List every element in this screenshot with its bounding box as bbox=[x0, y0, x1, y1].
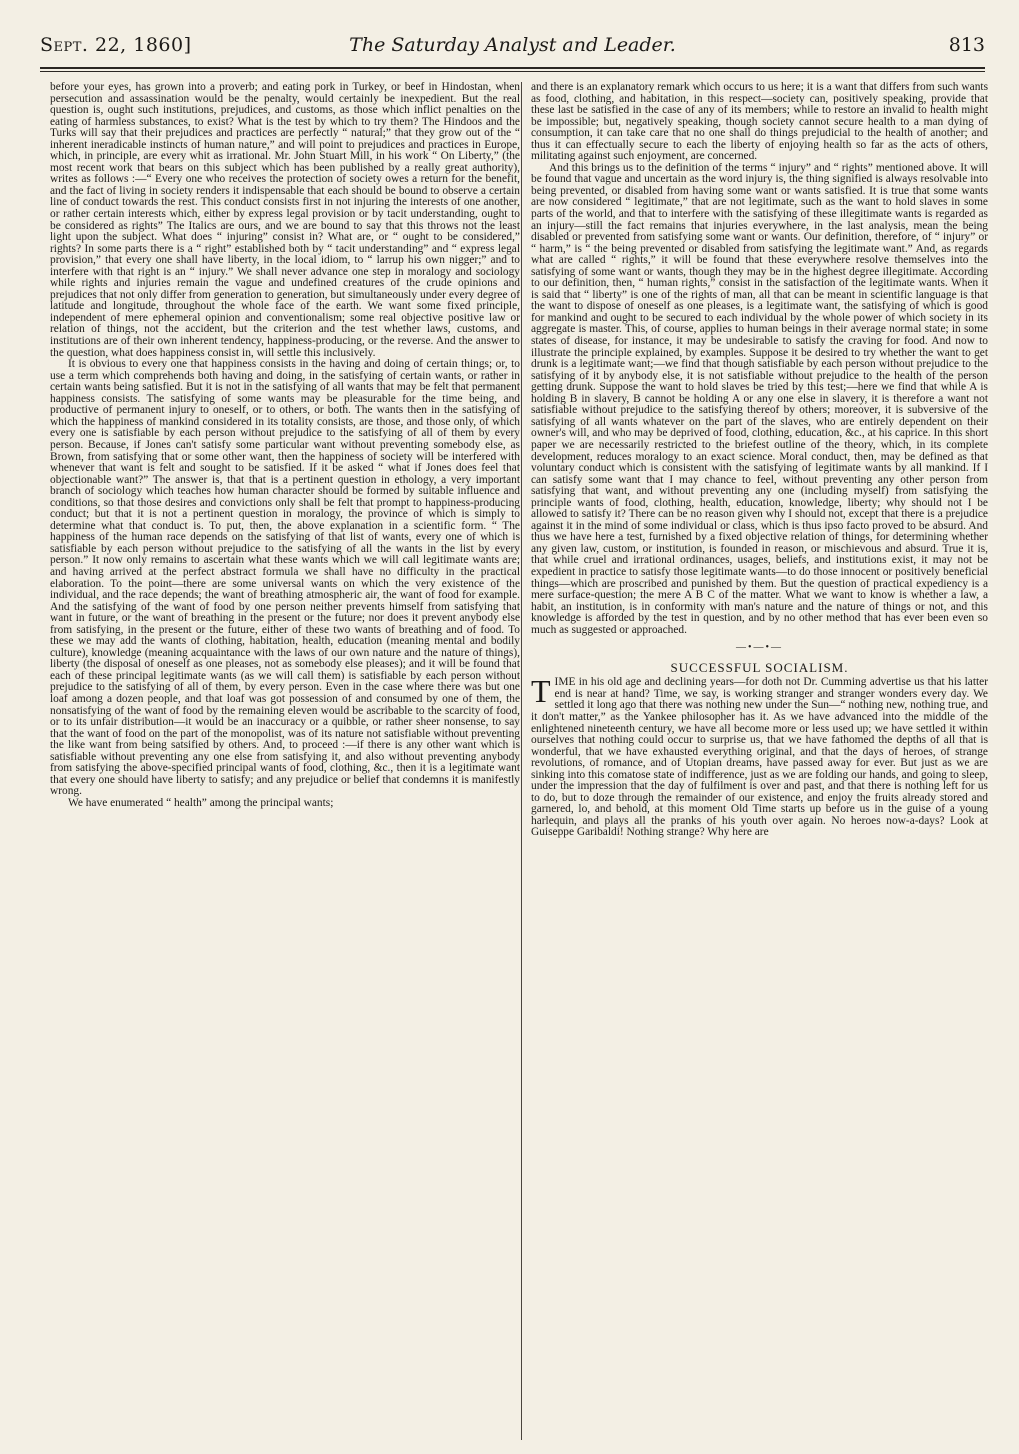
page-header bbox=[40, 30, 985, 64]
right-column bbox=[531, 82, 988, 1440]
header-rule-thick bbox=[40, 67, 985, 69]
paragraph: and there is an explanatory remark which occurs to us here; it is a want that differs from such wants as food, clothing, and habitation, in this respect—society can, positively speaking, provide that these last be satisfied in the case of any of its members; while to restore an invalid to health might be impossible; but, negatively speaking, though society cannot secure health to a man dying of consumption, it can take care that no one shall do things prejudicial to the health of another; and thus it can effectually secure to each the liberty of enjoying health so far as the acts of others, militating against such enjoyment, are concerned. bbox=[531, 82, 988, 163]
section-text: IME in his old age and declining years—for doth not Dr. Cumming advertise us that his latter end is near at hand? Time, we say, is working stranger and stranger wonders every day. We settled it long ago that there was nothing new under the Sun—“ nothing new, nothing true, and it don't matter,” as the Yankee philosopher has it. As we have advanced into the middle of the enlightened nineteenth century, we have all become more or less used up; we have settled it within ourselves that nothing could occur to surprise us, that we have fathomed the depths of all that is wonderful, that we have exhausted everything original, and that the days of heroes, of strange revolutions, of romance, and of Utopian dreams, have passed away for ever. But just as we are sinking into this comatose state of indifference, just as we are folding our hands, and going to sleep, under the impression that the day of fulfilment is over and past, and that there is nothing left for us to do, but to doze through the remainder of our existence, and enjoy the fruits already stored and garnered, lo, and behold, at this moment Old Time starts up before us in the guise of a young harlequin, and plays all the pranks of his youth over again. No heroes now-a-days? Look at Guiseppe Garibaldi! Nothing strange? Why here are bbox=[531, 676, 988, 839]
header-rule-thin bbox=[40, 71, 985, 72]
section-ornament: —•—•— bbox=[735, 642, 783, 654]
section-title: SUCCESSFUL SOCIALISM. bbox=[670, 659, 849, 675]
paragraph: We have enumerated “ health” among the principal wants; bbox=[68, 796, 334, 809]
column-divider bbox=[521, 82, 522, 1440]
left-column bbox=[50, 82, 520, 1440]
paragraph: And this brings us to the definition of the terms “ injury” and “ rights” mentioned above. It will be found that vague and uncertain as the word injury is, the thing signified is always resolvable into being prevented, or disabled from having some want or wants satisfied. It is true that some wants are now considered “ legitimate,” that are not legitimate, such as the want to hold slaves in some parts of the world, and that to interfere with the satisfying of these illegitimate wants is regarded as an injury—still the fact remains that injuries everywhere, in the last analysis, mean the being disabled or prevented from satisfying some want or wants. Our definition, therefore, of “ injury” or “ harm,” is “ the being prevented or disabled from satisfying the legitimate want.” And, as regards what are called “ rights,” it will be found that these everywhere resolve themselves into the satisfying of some want or wants, though they may be in the highest degree illegitimate. According to our definition, then, “ human rights,” consist in the satisfaction of the legitimate wants. When it is said that “ liberty” is one of the rights of man, all that can be meant in scientific language is that the want to dispose of oneself as one pleases, is a legitimate want, the satisfying of which is good for mankind and ought to be secured to each individual by the whole power of which society in its aggregate is master. This, of course, applies to human beings in their average normal state; in some states of disease, for instance, it may be undesirable to satisfy the craving for food. And now to illustrate the principle explained, by examples. Suppose it be desired to try whether the want to get drunk is a legitimate want;—we find that though satisfiable by each person without prejudice to the satisfying of it by anybody else, it is not satisfiable without prejudice to the health of the person getting drunk. Suppose the want to hold slaves be tried by this test;—here we find that while A is holding B in slavery, B cannot be holding A or any one else in slavery, it is therefore a want not satisfiable without prejudice to the satisfying thereof by others; moreover, it is subversive of the satisfying of all wants whatever on the part of the slaves, who are entirely dependent on their owner's will, and who may be deprived of food, clothing, education, &c., at his caprice. In this short paper we are necessarily restricted to the briefest outline of the theory, which, in its complete development, reduces moralogy to an exact science. Moral conduct, then, may be defined as that voluntary conduct which is consistent with the satisfying of legitimate wants by all mankind. If I can satisfy some want that I may chance to feel, without preventing any other person from satisfying that want, and without preventing any one (including myself) from satisfying the principle wants of food, clothing, health, education, knowledge, liberty; why should not I be allowed to satisfy it? There can be no reason given why I should not, except that there is a prejudice against it in the mind of some individual or class, which is thus ipso facto proved to be absurd. And thus we have here a test, furnished by a fixed objective relation of things, for determining whether any given law, custom, or institution, is founded in reason, or mischievous and absurd. True it is, that while cruel and irrational ordinances, usages, beliefs, and institutions exist, it may not be expedient in practice to satisfy those legitimate wants—to do those innocent or positively beneficial things—which are proscribed and punished by them. But the question of practical expediency is a mere surface-question; the mere A B C of the matter. What we want to know is whether a law, a habit, an institution, is in conformity with man's nature and the nature of things or not, and this knowledge is afforded by the test in question, and by no other method that has ever been even so much as suggested or approached. bbox=[531, 161, 988, 636]
publication-title: The Saturday Analyst and Leader. bbox=[349, 34, 676, 56]
article-columns bbox=[40, 82, 988, 1440]
paragraph: before your eyes, has grown into a proverb; and eating pork in Turkey, or beef in Hindostan, when persecution and assassination would be the penalty, would certainly be inexpedient. But the real question is, ought such institutions, prejudices, and customs, as those which inflict penalties on the eating of harmless substances, to exist? What is the test by which to try them? The Hindoos and the Turks will say that their prejudices and practices are perfectly “ natural;” that they grow out of the “ inherent ineradicable instincts of human nature,” and will point to prejudices and practices in Europe, which, in principle, are every whit as irrational. Mr. John Stuart Mill, in his work “ On Liberty,” (the most recent work that bears on this subject which has been published by a really great authority), writes as follows :—“ Every one who receives the protection of society owes a return for the benefit, and the fact of living in society renders it indispensable that each should be bound to observe a certain line of conduct towards the rest. This conduct consists first in not injuring the interests of one another, or rather certain interests which, either by express legal provision or by tacit understanding, ought to be considered as rights” The Italics are ours, and we are bound to say that this throws not the least light upon the subject. What does “ injuring” consist in? What are, or “ ought to be considered,” rights? In some parts there is a “ right” established both by “ tacit understanding” and “ express legal provision,” that every one shall have liberty, in the local idiom, to “ larrup his own nigger;” and to interfere with that right is an “ injury.” We shall never advance one step in moralogy and sociology while rights and injuries remain the vague and undefined creatures of the crude opinions and prejudices that not only differ from generation to generation, but simultaneously under every degree of latitude and longitude, throughout the whole face of the earth. We want some fixed principle, independent of mere ephemeral opinion and conventionalism; some real objective positive law or relation of things, not the accident, but the criterion and the test whether laws, customs, and institutions are of their own inherent tendency, happiness-producing, or the reverse. And the answer to the question, what does happiness consist in, will settle this inclusively. bbox=[50, 82, 520, 359]
drop-cap: T bbox=[531, 673, 551, 710]
page-number: 813 bbox=[948, 34, 985, 56]
section-paragraph bbox=[531, 673, 988, 839]
issue-date: Sept. 22, 1860] bbox=[40, 34, 192, 56]
paragraph: It is obvious to every one that happiness consists in the having and doing of certain things; or, to use a term which comprehends both having and doing, in the satisfying of certain wants, or rather in certain wants being satisfied. But it is not in the satisfying of all wants that may be felt that permanent happiness consists. The satisfying of some wants may be pleasurable for the time being, and productive of permanent injury to oneself, or to others, or both. The wants then in the satisfying of which the happiness of mankind considered in its totality consists, are those, and those only, of which every one is satisfiable by each person without prejudice to the satisfying of all of them by every person. Because, if Jones can't satisfy some particular want without preventing somebody else, as Brown, from satisfying that or some other want, then the happiness of society will be interfered with whenever that want is felt and sought to be satisfied. If it be asked “ what if Jones does feel that objectionable want?” The answer is, that that is a pertinent question in ethology, a very important branch of sociology which teaches how human character should be formed by suitable influence and conditions, so that those desires and convictions only shall be felt that prompt to happiness-producing conduct; but that it is not a pertinent question in moralogy, the province of which is simply to determine what that conduct is. To put, then, the above explanation in a scientific form. “ The happiness of the human race depends on the satisfying of that list of wants, every one of which is satisfiable by each person without prejudice to the satisfying of all the wants in the list by every person.” It now only remains to ascertain what these wants which we will call legitimate wants are; and having arrived at the perfect abstract formula we shall have no difficulty in the practical elaboration. To the point—there are some universal wants on which the very existence of the individual, and the race depends; the want of breathing atmospheric air, the want of food for example. And the satisfying of the want of food by one person neither prevents himself from satisfying that want in future, or the want of breathing in the present or the future; nor does it prevent anybody else from satisfying, in the present or the future, either of these two wants of breathing and of food. To these we may add the wants of clothing, habitation, health, education (meaning mental and bodily culture), knowledge (meaning acquaintance with the laws of our own nature and the nature of things), liberty (the disposal of oneself as one pleases, not as somebody else pleases); and it will be found that each of these principal legitimate wants (as we will call them) is satisfiable by each person without prejudice to the satisfying of all of them, by every person. Even in the case where there was but one loaf among a dozen people, and that loaf was got possession of and consumed by one of them, the nonsatisfying of the want of food by the remaining eleven would be ascribable to the scarcity of food, or to its unfair distribution—it would be an inaccuracy or a quibble, or rather sheer nonsense, to say that the want of food on the part of the monopolist, was of its nature not satisfiable without preventing the like want from being satsified by others. And, to proceed :—if there is any other want which is satisfiable without preventing any one else from satisfying it, and also without preventing anybody from satisfying the above-specified principal wants of food, clothing, &c., then it is a legitimate want that every one should have liberty to satisfy; and any prejudice or belief that condemns it is manifestly wrong. bbox=[50, 358, 520, 798]
